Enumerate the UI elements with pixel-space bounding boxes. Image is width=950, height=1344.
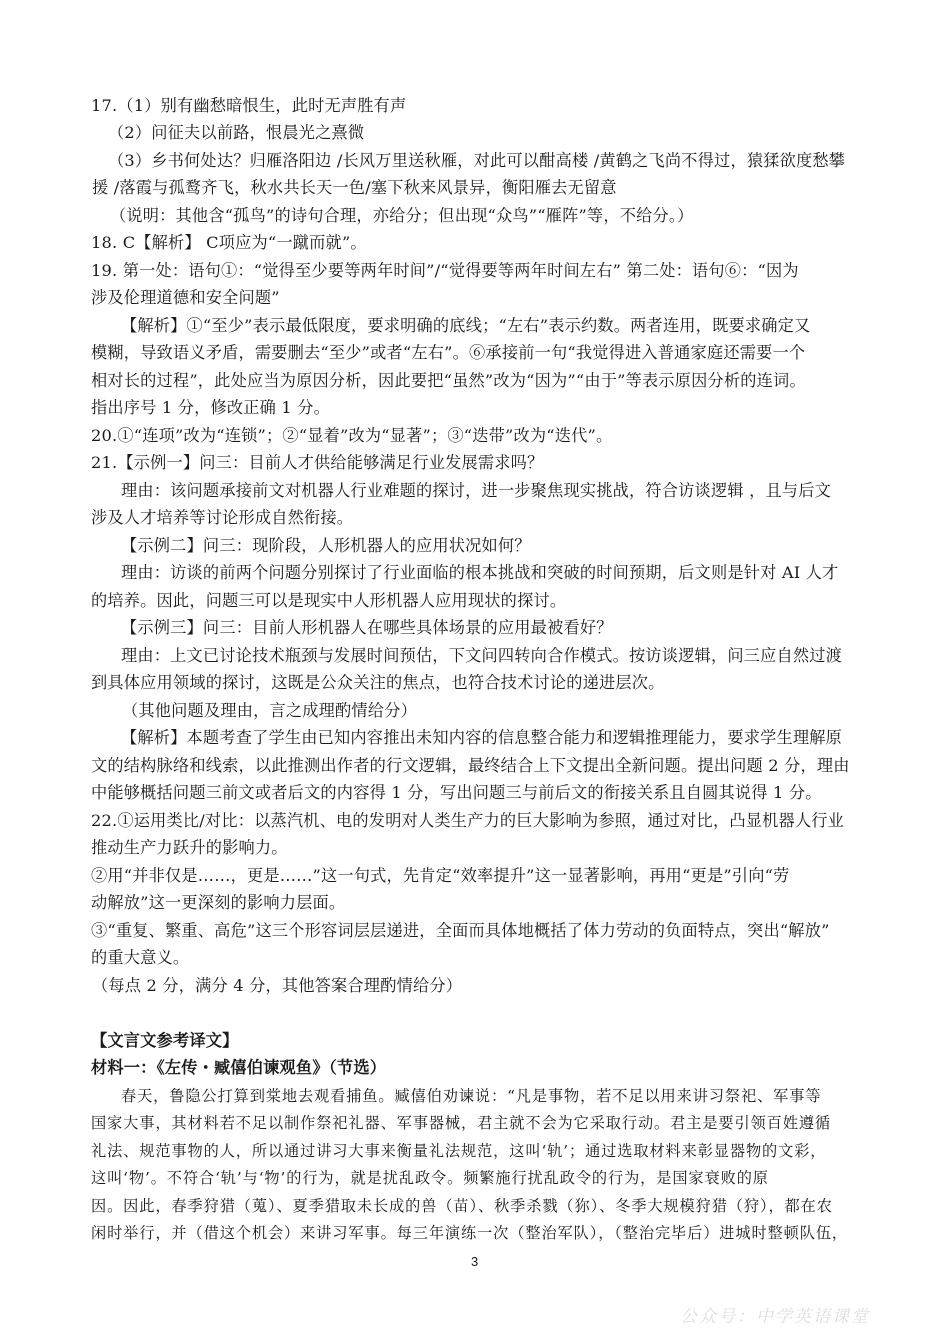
q22-point2-line-1: ②用“并非仅是……，更是……”这一句式，先肯定“效率提升”这一显著影响，再用“更是”引向“劳: [91, 866, 790, 885]
q21-example1-reason-2: 涉及人才培养等讨论形成自然衔接。: [91, 508, 354, 527]
material-one-title: 材料一：《左传・臧僖伯谏观鱼》（节选）: [91, 1058, 387, 1077]
translation-line-4: 这叫‘物’。不符合‘轨’与‘物’的行为，就是扰乱政令。频繁施行扰乱政令的行为，是国家衰败的原: [91, 1169, 769, 1187]
translation-line-5: 因。因此，春季狩猎（蒐）、夏季猎取未长成的兽（苗）、秋季杀戮（狝）、冬季大规模狩猎（狩），都在农: [91, 1197, 833, 1215]
q21-example2-reason-2: 的培养。因此，问题三可以是现实中人形机器人应用现状的探讨。: [91, 591, 567, 610]
q19-analysis-line-2: 模糊，导致语义矛盾，需要删去“至少”或者“左右”。⑥承接前一句“我觉得进入普通家庭还需要一个: [91, 343, 806, 362]
q21-example3-question: 【示例三】问三：目前人形机器人在哪些具体场景的应用最被看好？: [121, 618, 613, 637]
q21-analysis-line-3: 中能够概括问题三前文或者后文的内容得 1 分，写出问题三与前后文的衔接关系且自圆其说得 1 分。: [91, 783, 822, 802]
q21-analysis-line-2: 文的结构脉络和线索，以此推测出作者的行文逻辑，最终结合上下文提出全新问题。提出问题 2 分，理由: [91, 756, 850, 775]
q22-point2-line-2: 动解放”这一更深刻的影响力层面。: [91, 893, 346, 912]
q21-example3-reason-2: 到具体应用领域的探讨，这既是公众关注的焦点，也符合技术讨论的递进层次。: [91, 673, 665, 692]
q22-point1-line-1: 22.①运用类比/对比：以蒸汽机、电的发明对人类生产力的巨大影响为参照，通过对比，凸显机器人行业: [91, 811, 845, 830]
q22-point3-line-1: ③“重复、繁重、高危”这三个形容词层层递进，全面而具体地概括了体力劳动的负面特点，突出“解放”: [91, 921, 830, 940]
page-number: 3: [471, 1254, 479, 1269]
translation-line-1: 春天，鲁隐公打算到棠地去观看捕鱼。臧僖伯劝谏说：“凡是事物，若不足以用来讲习祭祀、军事等: [121, 1087, 822, 1105]
q20-line-1: 20.①“连项”改为“连锁”；②“显着”改为“显著”；③“迭带”改为“迭代”。: [91, 426, 613, 445]
q19-line-1: 19. 第一处：语句①：“觉得至少要等两年时间”/“觉得要等两年时间左右” 第二处：语句⑥：“因为: [91, 261, 799, 280]
q21-example1-reason-1: 理由：该问题承接前文对机器人行业难题的探讨，进一步聚焦现实挑战，符合访谈逻辑 ，且与后文: [121, 481, 832, 500]
q21-example2-reason-1: 理由：访谈的前两个问题分别探讨了行业面临的根本挑战和突破的时间预期，后文则是针对 AI 人才: [121, 563, 839, 582]
q21-example1-question: 21.【示例一】问三：目前人才供给能够满足行业发展需求吗？: [91, 453, 544, 472]
translation-line-6: 闲时举行，并（借这个机会）来讲习军事。每三年演练一次（整治军队），（整治完毕后）进城时整顿队伍，: [91, 1224, 848, 1242]
translation-heading: 【文言文参考译文】: [91, 1031, 239, 1050]
q19-line-2: 涉及伦理道德和安全问题”: [91, 288, 280, 307]
q17-line-2: （2）问征夫以前路，恨晨光之熹微: [108, 123, 365, 142]
watermark: 公众号：中学英语课堂: [680, 1307, 870, 1327]
q17-note: （说明：其他含“孤鸟”的诗句合理，亦给分；但出现“众鸟”“雁阵”等，不给分。）: [110, 206, 694, 225]
q22-point1-line-2: 推动生产力跃升的影响力。: [91, 838, 288, 857]
translation-line-2: 国家大事，其材料若不足以制作祭祀礼器、军事器械，君主就不会为它采取行动。君主是要引领百姓遵循: [91, 1114, 832, 1132]
translation-line-3: 礼法、规范事物的人，所以通过讲习大事来衡量礼法规范，这叫‘轨’；通过选取材料来彰显器物的文彩，: [91, 1142, 827, 1160]
q17-line-3: （3）乡书何处达？归雁洛阳边 /长风万里送秋雁，对此可以酣高楼 /黄鹤之飞尚不得过，猿猱欲度愁攀: [108, 151, 846, 170]
q17-line-1: 17.（1）别有幽愁暗恨生，此时无声胜有声: [91, 96, 407, 115]
q21-analysis-line-1: 【解析】本题考查了学生由已知内容推出未知内容的信息整合能力和逻辑推理能力，要求学生理解原: [121, 728, 843, 747]
q19-analysis-line-3: 相对长的过程”，此处应当为原因分析，因此要把“虽然”改为“因为”“由于”等表示原因分析的连词。: [91, 371, 806, 390]
q21-example2-question: 【示例二】问三：现阶段，人形机器人的应用状况如何？: [121, 536, 531, 555]
q17-line-4: 援 /落霞与孤鹜齐飞，秋水共长天一色/塞下秋来风景异，衡阳雁去无留意: [92, 178, 617, 197]
q21-note: （其他问题及理由，言之成理酌情给分）: [122, 701, 417, 720]
q19-analysis-line-1: 【解析】①“至少”表示最低限度，要求明确的底线；“左右”表示约数。两者连用，既要求确定又: [121, 316, 811, 335]
q22-note: （每点 2 分，满分 4 分，其他答案合理酌情给分）: [92, 976, 463, 995]
q18-line-1: 18. C【解析】 C项应为“一蹴而就”。: [91, 233, 367, 252]
q22-point3-line-2: 的重大意义。: [91, 948, 190, 967]
q19-analysis-line-4: 指出序号 1 分，修改正确 1 分。: [91, 398, 331, 417]
q21-example3-reason-1: 理由：上文已讨论技术瓶颈与发展时间预估，下文问四转向合作模式。按访谈逻辑，问三应自然过渡: [121, 646, 843, 665]
